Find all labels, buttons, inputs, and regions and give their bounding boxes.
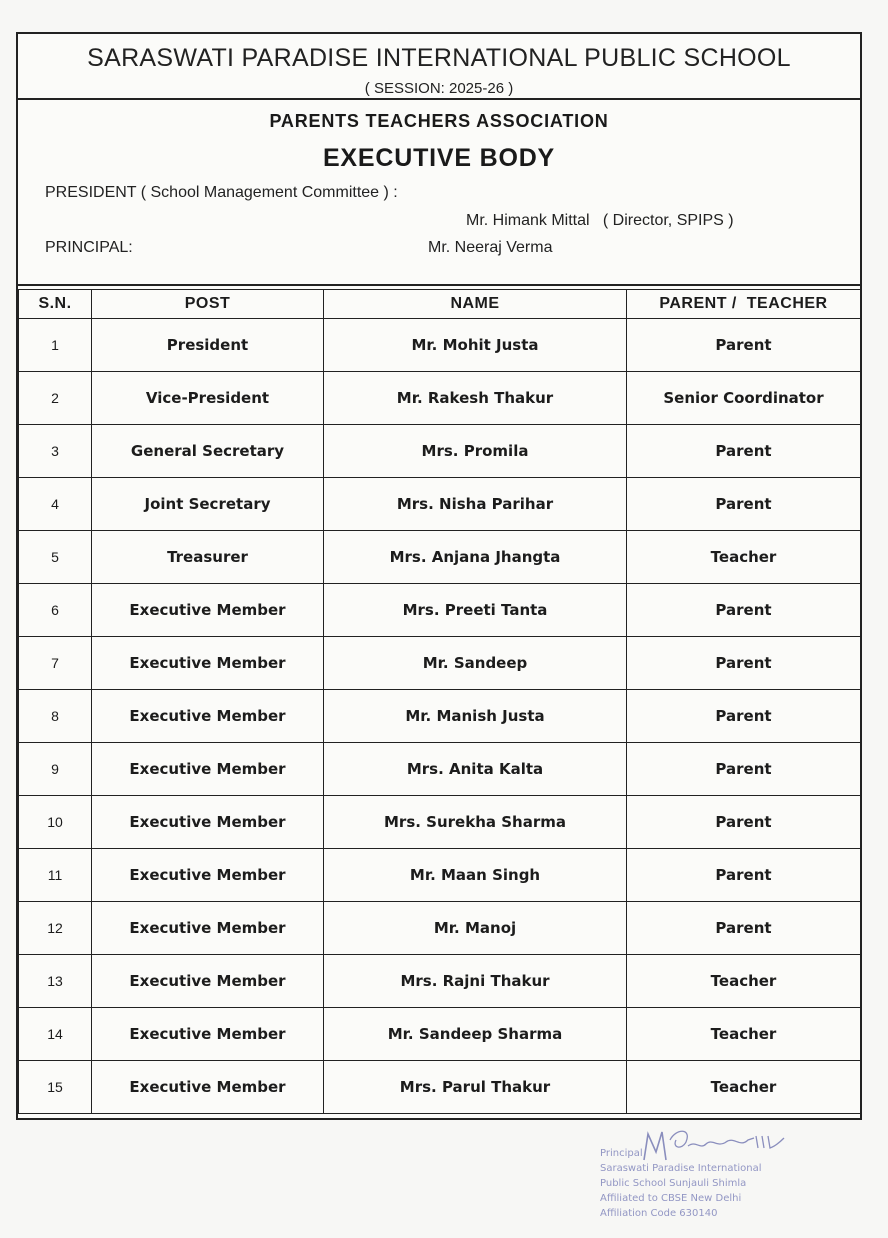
table-row [19,425,861,478]
cell-sn: 6 [19,584,92,637]
cell-role: Teacher [627,1008,861,1061]
cell-post: Treasurer [92,531,324,584]
principal-stamp [596,1140,796,1230]
cell-post: Executive Member [92,1008,324,1061]
cell-post: Executive Member [92,902,324,955]
cell-post: General Secretary [92,425,324,478]
column-header-post: POST [92,290,324,319]
stamp-text [600,1146,762,1221]
cell-role: Parent [627,690,861,743]
table-row [19,637,861,690]
cell-sn: 4 [19,478,92,531]
cell-role: Parent [627,849,861,902]
document-sheet [16,32,862,1120]
cell-sn: 15 [19,1061,92,1114]
cell-sn: 13 [19,955,92,1008]
cell-name: Mrs. Nisha Parihar [324,478,627,531]
cell-name: Mr. Maan Singh [324,849,627,902]
cell-sn: 8 [19,690,92,743]
table-row [19,1061,861,1114]
executive-body-table [18,289,861,1114]
column-header-sn: S.N. [19,290,92,319]
cell-post: Executive Member [92,955,324,1008]
cell-role: Parent [627,478,861,531]
cell-name: Mrs. Promila [324,425,627,478]
cell-role: Teacher [627,531,861,584]
association-title: PARENTS TEACHERS ASSOCIATION [269,111,609,131]
cell-sn: 10 [19,796,92,849]
session-label: ( SESSION: 2025-26 ) [364,80,514,97]
table-header-row [19,290,861,319]
cell-name: Mrs. Preeti Tanta [324,584,627,637]
cell-sn: 7 [19,637,92,690]
cell-name: Mrs. Surekha Sharma [324,796,627,849]
executive-body-title: EXECUTIVE BODY [322,144,556,172]
cell-name: Mr. Mohit Justa [324,319,627,372]
cell-post: Joint Secretary [92,478,324,531]
cell-role: Parent [627,319,861,372]
cell-sn: 12 [19,902,92,955]
cell-post: Executive Member [92,637,324,690]
table-row [19,531,861,584]
cell-role: Senior Coordinator [627,372,861,425]
cell-name: Mr. Rakesh Thakur [324,372,627,425]
column-header-role: PARENT / TEACHER [627,290,861,319]
cell-post: Vice-President [92,372,324,425]
stamp-line: Affiliation Code 630140 [600,1208,718,1219]
cell-role: Parent [627,796,861,849]
table-row [19,955,861,1008]
cell-sn: 9 [19,743,92,796]
cell-name: Mr. Manish Justa [324,690,627,743]
table-row [19,849,861,902]
cell-sn: 14 [19,1008,92,1061]
table-row [19,319,861,372]
table-row [19,372,861,425]
cell-post: Executive Member [92,1061,324,1114]
cell-name: Mrs. Anita Kalta [324,743,627,796]
cell-post: Executive Member [92,849,324,902]
cell-role: Teacher [627,1061,861,1114]
cell-post: Executive Member [92,690,324,743]
officials-divider [18,284,860,286]
cell-role: Parent [627,637,861,690]
header-divider [18,98,860,100]
table-row [19,690,861,743]
cell-name: Mr. Manoj [324,902,627,955]
cell-sn: 11 [19,849,92,902]
cell-name: Mrs. Anjana Jhangta [324,531,627,584]
table-row [19,743,861,796]
cell-role: Parent [627,584,861,637]
cell-role: Parent [627,425,861,478]
cell-role: Parent [627,743,861,796]
president-name: Mr. Himank Mittal ( Director, SPIPS ) [466,212,734,229]
stamp-line: Affiliated to CBSE New Delhi [600,1193,742,1204]
table-row [19,584,861,637]
table-row [19,1008,861,1061]
cell-post: President [92,319,324,372]
cell-post: Executive Member [92,584,324,637]
cell-name: Mr. Sandeep Sharma [324,1008,627,1061]
stamp-line: Saraswati Paradise International [600,1163,762,1174]
principal-label: PRINCIPAL: [45,239,133,256]
cell-name: Mr. Sandeep [324,637,627,690]
cell-sn: 1 [19,319,92,372]
cell-sn: 5 [19,531,92,584]
cell-sn: 3 [19,425,92,478]
cell-post: Executive Member [92,743,324,796]
column-header-name: NAME [324,290,627,319]
cell-name: Mrs. Rajni Thakur [324,955,627,1008]
stamp-line: Public School Sunjauli Shimla [600,1178,747,1189]
cell-post: Executive Member [92,796,324,849]
cell-name: Mrs. Parul Thakur [324,1061,627,1114]
cell-role: Parent [627,902,861,955]
school-name: SARASWATI PARADISE INTERNATIONAL PUBLIC SCHOOL [87,44,791,72]
table-row [19,902,861,955]
stamp-line: Principal [600,1148,643,1159]
principal-name: Mr. Neeraj Verma [428,239,553,256]
cell-sn: 2 [19,372,92,425]
table-row [19,796,861,849]
president-label: PRESIDENT ( School Management Committee ) : [45,184,398,201]
cell-role: Teacher [627,955,861,1008]
table-row [19,478,861,531]
